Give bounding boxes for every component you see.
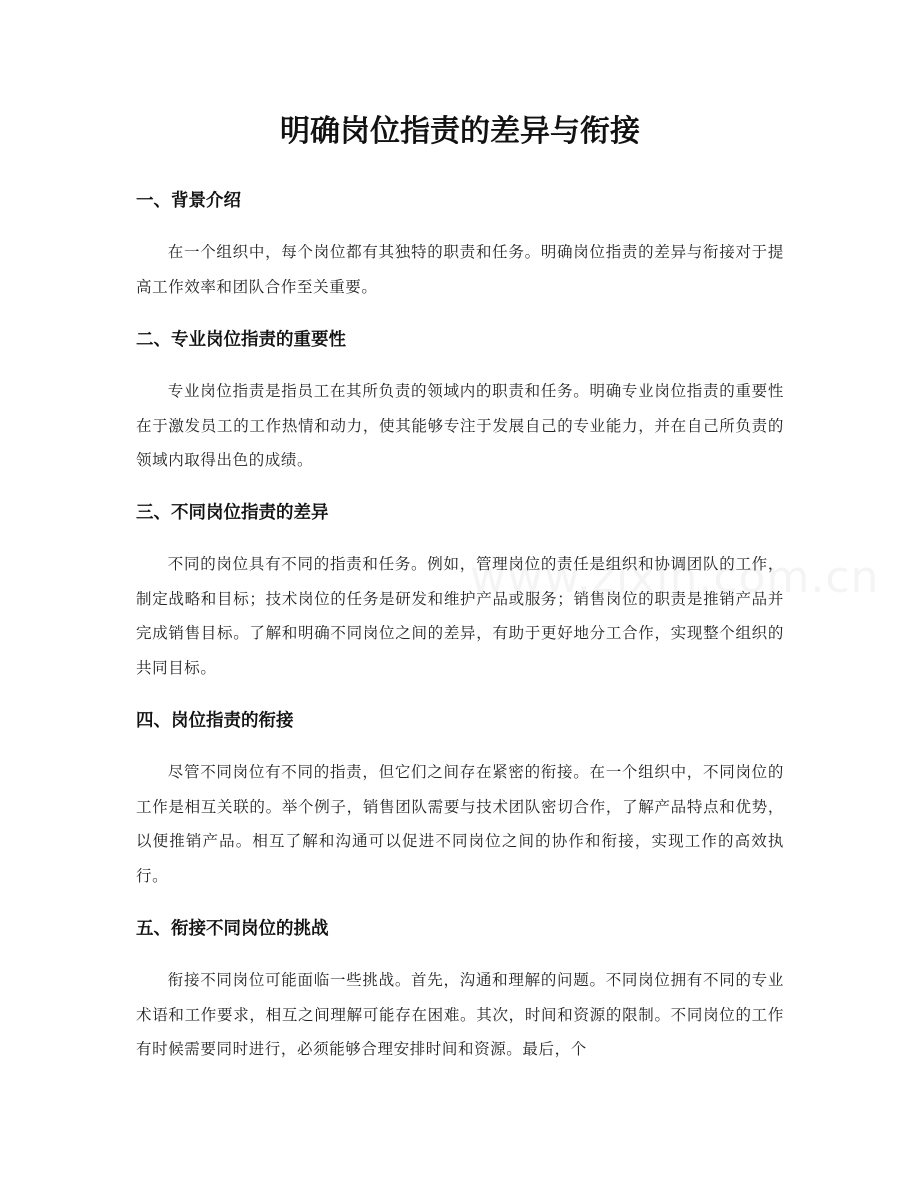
section-heading-background: 一、背景介绍 (136, 191, 241, 211)
section-body-challenges: 衔接不同岗位可能面临一些挑战。首先，沟通和理解的问题。不同岗位拥有不同的专业术语和工作要求，相互之间理解可能存在困难。其次，时间和资源的限制。不同岗位的工作有时候需要同时进行，必须能够合理安排时间和资源。最后，个 (136, 971, 784, 1058)
section-body-importance: 专业岗位指责是指员工在其所负责的领域内的职责和任务。明确专业岗位指责的重要性在于激发员工的工作热情和动力，使其能够专注于发展自己的专业能力，并在自己所负责的领域内取得出色的成绩。 (136, 382, 784, 469)
section-body-background: 在一个组织中，每个岗位都有其独特的职责和任务。明确岗位指责的差异与衔接对于提高工作效率和团队合作至关重要。 (136, 243, 784, 296)
document-title: 明确岗位指责的差异与衔接 (280, 114, 640, 149)
section-heading-linkage: 四、岗位指责的衔接 (136, 711, 294, 731)
section-body-linkage: 尽管不同岗位有不同的指责，但它们之间存在紧密的衔接。在一个组织中，不同岗位的工作是相互关联的。举个例子，销售团队需要与技术团队密切合作，了解产品特点和优势，以便推销产品。相互了解和沟通可以促进不同岗位之间的协作和衔接，实现工作的高效执行。 (136, 763, 784, 885)
section-body-differences: 不同的岗位具有不同的指责和任务。例如，管理岗位的责任是组织和协调团队的工作，制定战略和目标；技术岗位的任务是研发和维护产品或服务；销售岗位的职责是推销产品并完成销售目标。了解和明确不同岗位之间的差异，有助于更好地分工合作，实现整个组织的共同目标。 (136, 555, 784, 677)
section-heading-importance: 二、专业岗位指责的重要性 (136, 330, 346, 350)
section-heading-differences: 三、不同岗位指责的差异 (136, 503, 329, 523)
section-heading-challenges: 五、衔接不同岗位的挑战 (136, 919, 329, 939)
